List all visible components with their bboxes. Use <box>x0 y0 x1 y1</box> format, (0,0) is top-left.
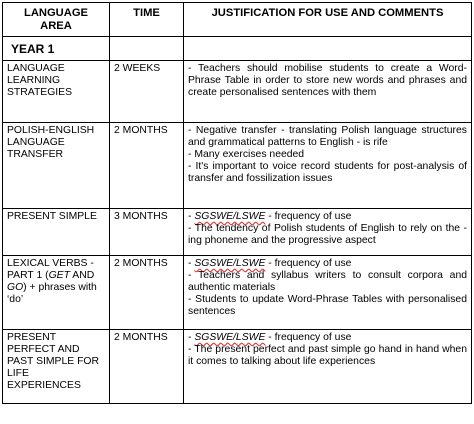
comment-after-code: - frequency of use <box>265 258 352 269</box>
comment-line: - Many exercises needed <box>188 149 305 160</box>
row-comments <box>184 61 472 123</box>
comment-line: - Teachers should mobilise students to create a Word-Phrase Table in order to store new words and phrases and create personalised sentences with them <box>188 63 467 98</box>
row-time: 2 WEEKS <box>110 61 184 123</box>
year-row <box>3 37 472 61</box>
row-area: POLISH-ENGLISH LANGUAGE TRANSFER <box>3 123 110 209</box>
year-empty-cell <box>184 37 472 61</box>
area-part: AND <box>69 270 95 281</box>
comment-line <box>188 258 467 270</box>
table-header-row <box>3 3 472 37</box>
comment-after-code: - frequency of use <box>265 211 352 222</box>
header-language-area: LANGUAGE AREA <box>3 3 110 37</box>
row-comments <box>184 330 472 404</box>
comment-line <box>188 211 467 223</box>
row-comments <box>184 123 472 209</box>
comment-line: - The tendency of Polish students of English to rely on the -ing phoneme and the progressive aspect <box>188 223 467 246</box>
row-area <box>3 256 110 330</box>
comment-line: - Students to update Word-Phrase Tables with personalised sentences <box>188 294 467 317</box>
year-label: YEAR 1 <box>3 37 110 61</box>
comment-prefix: - <box>188 258 195 269</box>
table-row <box>3 330 472 404</box>
curriculum-table-container <box>2 2 471 404</box>
comment-line: - It's important to voice record students for post-analysis of transfer and fossilization issues <box>188 161 467 184</box>
comment-prefix: - <box>188 332 195 343</box>
area-part: LEXICAL VERBS - PART 1 ( <box>7 258 94 281</box>
comment-line: - Teachers and syllabus writers to consult corpora and authentic materials <box>188 270 467 293</box>
row-time: 2 MONTHS <box>110 123 184 209</box>
curriculum-table <box>2 2 472 404</box>
corpus-code: SGSWE/LSWE <box>194 332 266 343</box>
table-row <box>3 61 472 123</box>
row-time: 2 MONTHS <box>110 256 184 330</box>
row-comments <box>184 256 472 330</box>
area-part: GO <box>7 282 24 293</box>
row-time: 3 MONTHS <box>110 209 184 256</box>
table-row <box>3 256 472 330</box>
row-time: 2 MONTHS <box>110 330 184 404</box>
comment-line <box>188 332 467 344</box>
corpus-code: SGSWE/LSWE <box>194 211 266 222</box>
row-area: PRESENT PERFECT AND PAST SIMPLE FOR LIFE EXPERIENCES <box>3 330 110 404</box>
area-part: GET <box>48 270 70 281</box>
comment-prefix: - <box>188 211 195 222</box>
table-row <box>3 209 472 256</box>
row-area: PRESENT SIMPLE <box>3 209 110 256</box>
corpus-code: SGSWE/LSWE <box>194 258 266 269</box>
row-comments <box>184 209 472 256</box>
comment-after-code: - frequency of use <box>265 332 352 343</box>
header-time: TIME <box>110 3 184 37</box>
table-row <box>3 123 472 209</box>
area-part: ) + phrases with ‘do’ <box>7 282 97 305</box>
header-justification: JUSTIFICATION FOR USE AND COMMENTS <box>184 3 472 37</box>
year-empty-cell <box>110 37 184 61</box>
row-area: LANGUAGE LEARNING STRATEGIES <box>3 61 110 123</box>
comment-line: - Negative transfer - translating Polish language structures and grammatical patterns to English - is rife <box>188 125 467 148</box>
comment-line: - The present perfect and past simple go hand in hand when it comes to talking about life experiences <box>188 344 467 367</box>
